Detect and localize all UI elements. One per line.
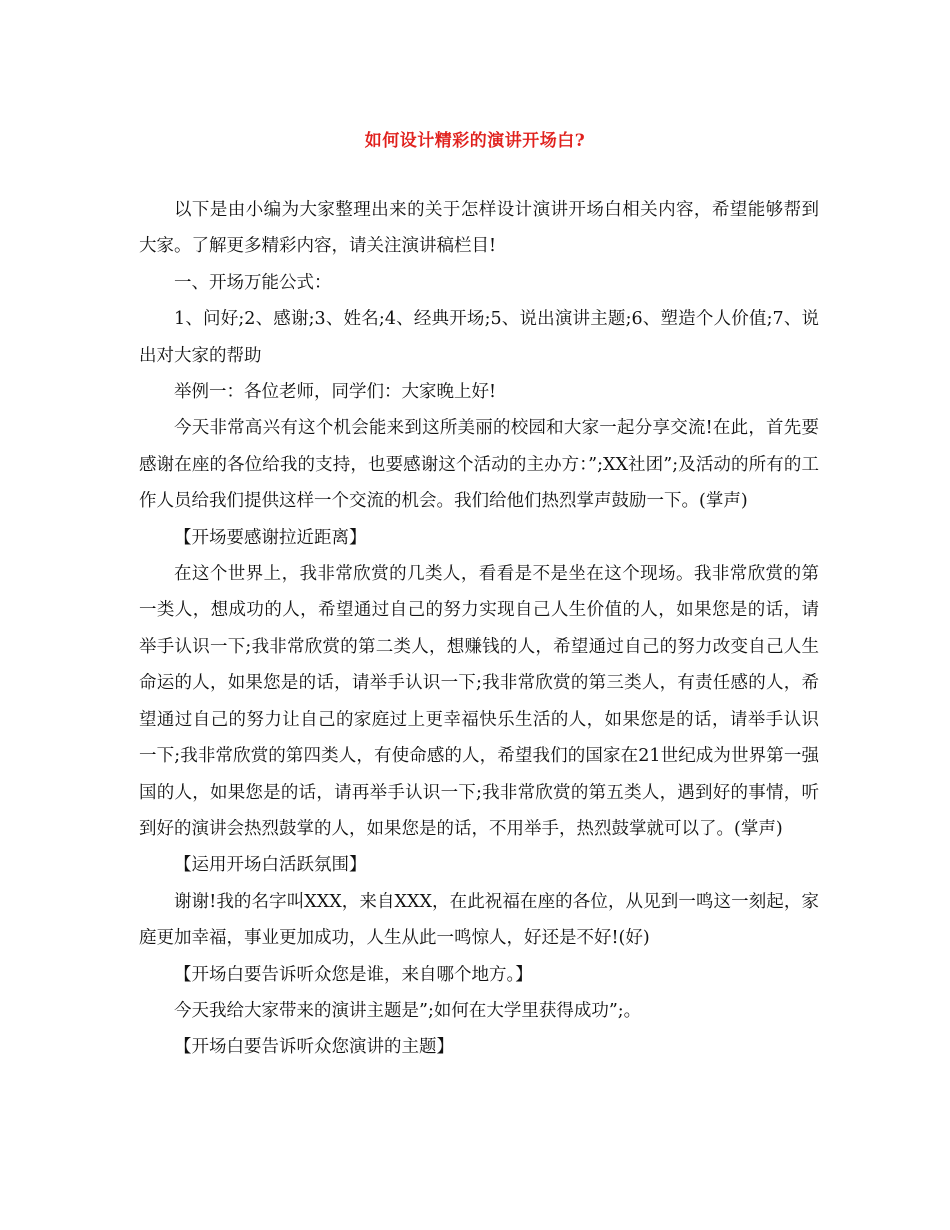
paragraph-tip-thanks: 【开场要感谢拉近距离】: [174, 527, 367, 548]
document-title: 如何设计精彩的演讲开场白?: [364, 131, 586, 151]
document-body: [139, 192, 819, 1066]
paragraph-example-greeting: 举例一：各位老师，同学们：大家晚上好!: [174, 382, 497, 403]
paragraph-tip-atmosphere: 【运用开场白活跃氛围】: [174, 855, 367, 876]
paragraph-five-types: 在这个世界上，我非常欣赏的几类人，看看是不是坐在这个现场。我非常欣赏的第一类人，想成功的人，希望通过自己的努力实现自己人生价值的人，如果您是的话，请举手认识一下;我非常欣赏的第二类人，想赚钱的人，希望通过自己的努力改变自己人生命运的人，如果您是的话，请举手认识一下;我非常欣赏的第三类人，有责任感的人，希望通过自己的努力让自己的家庭过上更幸福快乐生活的人，如果您是的话，请举手认识一下;我非常欣赏的第四类人，有使命感的人，希望我们的国家在21世纪成为世界第一强国的人，如果您是的话，请再举手认识一下;我非常欣赏的第五类人，遇到好的事情，听到好的演讲会热烈鼓掌的人，如果您是的话，不用举手，热烈鼓掌就可以了。(掌声): [139, 564, 819, 839]
paragraph-introduction: 谢谢!我的名字叫XXX，来自XXX，在此祝福在座的各位，从见到一鸣这一刻起，家庭更加幸福，事业更加成功，人生从此一鸣惊人，好还是不好!(好): [139, 891, 819, 949]
paragraph-section-heading: 一、开场万能公式：: [174, 272, 332, 293]
paragraph-thanks: 今天非常高兴有这个机会能来到这所美丽的校园和大家一起分享交流!在此，首先要感谢在座的各位给我的支持，也要感谢这个活动的主办方：”;XX社团”;及活动的所有的工作人员给我们提供这样一个交流的机会。我们给他们热烈掌声鼓励一下。(掌声): [139, 418, 819, 512]
paragraph-tip-topic: 【开场白要告诉听众您演讲的主题】: [174, 1037, 454, 1058]
paragraph-formula: 1、问好;2、感谢;3、姓名;4、经典开场;5、说出演讲主题;6、塑造个人价值;7、说出对大家的帮助: [139, 309, 819, 366]
paragraph-topic: 今天我给大家带来的演讲主题是”;如何在大学里获得成功”;。: [174, 1000, 642, 1021]
paragraph-tip-who: 【开场白要告诉听众您是谁，来自哪个地方。】: [174, 964, 533, 985]
paragraph-intro: 以下是由小编为大家整理出来的关于怎样设计演讲开场白相关内容，希望能够帮到大家。了解更多精彩内容，请关注演讲稿栏目!: [139, 200, 819, 257]
